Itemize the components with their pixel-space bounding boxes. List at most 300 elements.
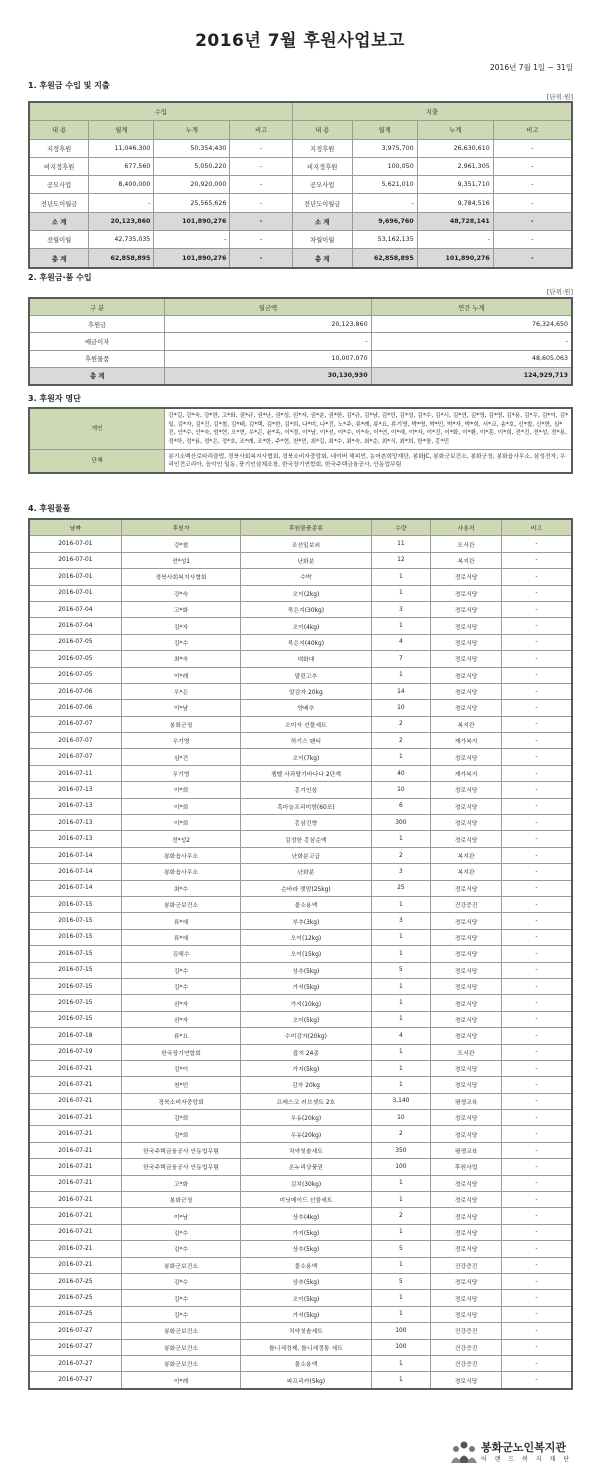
table-row: [29, 601, 572, 617]
table-row: [29, 798, 572, 814]
usage-cell: 경로식당: [431, 618, 502, 634]
section2-heading: 2. 후원금·품 수입: [28, 273, 92, 282]
expense-monthly-cell: 100,050: [352, 157, 417, 175]
donor-cell: 봉화군청: [121, 716, 240, 732]
note-cell: -: [501, 962, 572, 978]
table-row: [29, 946, 572, 962]
column-header-row: [29, 121, 572, 139]
quantity-cell: 1: [371, 618, 431, 634]
item-cell: 묵은지(30kg): [241, 601, 371, 617]
item-cell: 수미감자(20kg): [241, 1028, 371, 1044]
quantity-cell: 100: [371, 1159, 431, 1175]
usage-cell: 경로식당: [431, 880, 502, 896]
expense-cumulative-cell: 101,890,276: [417, 249, 493, 268]
quantity-cell: 100: [371, 1323, 431, 1339]
expense-cumulative-cell: 48,728,141: [417, 212, 493, 230]
table-row: [29, 864, 572, 880]
donor-cell: 최*수: [121, 880, 240, 896]
section3-heading: 3. 후원자 명단: [28, 394, 81, 403]
date-cell: 2016-07-21: [29, 1224, 121, 1240]
expense-note-cell: -: [493, 231, 572, 249]
quantity-cell: 1: [371, 1044, 431, 1060]
quantity-cell: 1: [371, 1175, 431, 1191]
date-cell: 2016-07-15: [29, 929, 121, 945]
table-row: [29, 1077, 572, 1093]
income-cumulative-cell: 5,050,220: [154, 157, 230, 175]
section4-heading: 4. 후원물품: [28, 504, 71, 513]
date-cell: 2016-07-01: [29, 536, 121, 552]
income-header: 수입: [29, 102, 292, 121]
item-cell: 난화분: [241, 864, 371, 880]
table-row: [29, 896, 572, 912]
note-cell: -: [501, 1110, 572, 1126]
income-item-cell: 비지정후원: [29, 157, 89, 175]
table-row: [29, 847, 572, 863]
item-cell: 가지(10kg): [241, 995, 371, 1011]
note-cell: -: [501, 1093, 572, 1109]
income-item-cell: 지정후원: [29, 139, 89, 157]
table-row: [29, 618, 572, 634]
annual-total-cell: 124,929,713: [371, 367, 572, 385]
table-row: [29, 995, 572, 1011]
date-cell: 2016-07-01: [29, 569, 121, 585]
quantity-cell: 3,140: [371, 1093, 431, 1109]
table-row: [29, 716, 572, 732]
date-cell: 2016-07-07: [29, 716, 121, 732]
date-cell: 2016-07-27: [29, 1323, 121, 1339]
note-cell: -: [501, 765, 572, 781]
income-note-cell: -: [230, 249, 292, 268]
note-cell: -: [501, 601, 572, 617]
item-cell: 홍기인삼: [241, 782, 371, 798]
column-header: 내 용: [292, 121, 352, 139]
quantity-cell: 5: [371, 1241, 431, 1257]
donor-cell: 김*이: [121, 1060, 240, 1076]
date-cell: 2016-07-27: [29, 1372, 121, 1389]
date-cell: 2016-07-15: [29, 913, 121, 929]
usage-cell: 건강증진: [431, 896, 502, 912]
people-logo-icon: [451, 1440, 477, 1464]
date-cell: 2016-07-14: [29, 864, 121, 880]
date-cell: 2016-07-21: [29, 1077, 121, 1093]
note-cell: -: [501, 847, 572, 863]
usage-cell: 경로식당: [431, 585, 502, 601]
table-row: [29, 139, 572, 157]
item-cell: 알감자 20kg: [241, 683, 371, 699]
quantity-cell: 1: [371, 585, 431, 601]
income-note-cell: -: [230, 231, 292, 249]
item-cell: 오이(5kg): [241, 1290, 371, 1306]
usage-cell: 경로식당: [431, 1060, 502, 1076]
note-cell: -: [501, 782, 572, 798]
date-cell: 2016-07-21: [29, 1060, 121, 1076]
donor-cell: 강*숙: [121, 585, 240, 601]
column-header: 내 용: [29, 121, 89, 139]
expense-item-cell: 전년도이월금: [292, 194, 352, 212]
income-note-cell: -: [230, 176, 292, 194]
column-header: 누계: [417, 121, 493, 139]
individual-label: 개인: [29, 408, 165, 450]
date-cell: 2016-07-01: [29, 552, 121, 568]
income-cumulative-cell: 25,565,626: [154, 194, 230, 212]
date-cell: 2016-07-04: [29, 601, 121, 617]
table-row: [29, 176, 572, 194]
usage-cell: 도서관: [431, 1044, 502, 1060]
monthly-amount-cell: 20,123,860: [165, 316, 371, 333]
column-header: 구 분: [29, 298, 165, 316]
individual-names: 강*길, 강*숙, 강*한, 고*화, 권*규, 권*난, 권*성, 권*자, 권*춘, 권*한, 김*규, 김*남, 김*민, 김*성, 김*수, 김*시, 김*연, 김*영, 김*영, 김*용, 김*우, 김*이, 김*일, 김*자, 김*진, 김*철, 김*태, 김*택, 김*한, 김*희, 나*미, 나*진, 노*주, 류*례, 류*요, 류기영, 박*명, 박*민, 박*자, 박*희, 서*교, 송*호, 신*철, 신*현, 심*진, 안*수, 안*숙, 엄*현, 오*현, 우*곤, 윤*옥, 이*경, 이*남, 이*선, 이*수, 이*숙, 이*연, 이*예, 이*자, 이*진, 이*화, 이*환, 이*훈, 이*희, 전*진, 전*성, 전*용, 정*하, 정*용, 정*은, 정*호, 조*례, 조*한, 주*현, 천*민, 최*길, 최*수, 최*숙, 최*순, 최*식, 최*희, 한*창, 홍*민: [165, 408, 572, 450]
table-row: [29, 585, 572, 601]
donor-cell: 전*성1: [121, 552, 240, 568]
expense-monthly-cell: 9,696,760: [352, 212, 417, 230]
usage-cell: 경로식당: [431, 1273, 502, 1289]
usage-cell: 경로식당: [431, 749, 502, 765]
donor-cell: 권*자: [121, 1011, 240, 1027]
table-row: [29, 350, 572, 367]
item-cell: 가지(5kg): [241, 1224, 371, 1240]
date-cell: 2016-07-13: [29, 831, 121, 847]
quantity-cell: 1: [371, 929, 431, 945]
note-cell: -: [501, 946, 572, 962]
date-cell: 2016-07-19: [29, 1044, 121, 1060]
column-header: 월금액: [165, 298, 371, 316]
item-cell: 파프리카(5kg): [241, 1372, 371, 1389]
usage-cell: 경로식당: [431, 1241, 502, 1257]
table-row: [29, 1011, 572, 1027]
quantity-cell: 100: [371, 1339, 431, 1355]
donor-cell: 김*수: [121, 962, 240, 978]
usage-cell: 경로식당: [431, 831, 502, 847]
item-cell: 가지(5kg): [241, 1306, 371, 1322]
date-cell: 2016-07-05: [29, 634, 121, 650]
item-cell: 물소용액: [241, 1355, 371, 1371]
table-row: [29, 1323, 572, 1339]
usage-cell: 경로식당: [431, 995, 502, 1011]
expense-cumulative-cell: 9,784,516: [417, 194, 493, 212]
donor-cell: 심*진: [121, 749, 240, 765]
note-cell: -: [501, 1339, 572, 1355]
donor-cell: 김*수: [121, 1224, 240, 1240]
usage-cell: 경로식당: [431, 569, 502, 585]
note-cell: -: [501, 1241, 572, 1257]
quantity-cell: 1: [371, 995, 431, 1011]
quantity-cell: 1: [371, 946, 431, 962]
item-cell: 오이(2kg): [241, 585, 371, 601]
date-cell: 2016-07-21: [29, 1159, 121, 1175]
income-monthly-cell: 62,858,895: [89, 249, 154, 268]
date-cell: 2016-07-27: [29, 1339, 121, 1355]
note-cell: -: [501, 536, 572, 552]
donor-cell: 김*수: [121, 978, 240, 994]
donor-cell: 최*숙: [121, 651, 240, 667]
income-monthly-cell: -: [89, 194, 154, 212]
organization-foundation: 이 랜 드 복 지 재 단: [480, 1455, 572, 1463]
income-expense-table: [28, 101, 573, 269]
expense-item-cell: 비지정후원: [292, 157, 352, 175]
donor-cell: 이*희: [121, 815, 240, 831]
table-row: [29, 1290, 572, 1306]
date-cell: 2016-07-21: [29, 1175, 121, 1191]
quantity-cell: 1: [371, 667, 431, 683]
expense-item-cell: 총 계: [292, 249, 352, 268]
table-row: [29, 1159, 572, 1175]
note-cell: -: [501, 1142, 572, 1158]
donor-cell: 우기영: [121, 733, 240, 749]
table-row: [29, 978, 572, 994]
donor-cell: 전*성2: [121, 831, 240, 847]
item-cell: 치약칫솔세트: [241, 1142, 371, 1158]
quantity-cell: 14: [371, 683, 431, 699]
quantity-cell: 11: [371, 536, 431, 552]
quantity-cell: 1: [371, 1224, 431, 1240]
quantity-cell: 4: [371, 1028, 431, 1044]
note-cell: -: [501, 1323, 572, 1339]
table-row: [29, 1175, 572, 1191]
date-cell: 2016-07-15: [29, 962, 121, 978]
expense-note-cell: -: [493, 139, 572, 157]
donor-cell: 고*화: [121, 1175, 240, 1191]
note-cell: -: [501, 1306, 572, 1322]
table-row: [29, 333, 572, 350]
table-row: [29, 569, 572, 585]
column-header: 월계: [352, 121, 417, 139]
column-header-row: [29, 298, 572, 316]
quantity-cell: 350: [371, 1142, 431, 1158]
donor-cell: 김*수: [121, 1273, 240, 1289]
table-row: [29, 733, 572, 749]
donor-cell: 김*수: [121, 1290, 240, 1306]
table-row: [29, 316, 572, 333]
usage-cell: 재가복지: [431, 765, 502, 781]
donor-cell: 류*예: [121, 929, 240, 945]
table-row: [29, 831, 572, 847]
table-row: [29, 782, 572, 798]
carryover-row: [29, 231, 572, 249]
note-cell: -: [501, 1192, 572, 1208]
usage-cell: 건강증진: [431, 1355, 502, 1371]
note-cell: -: [501, 995, 572, 1011]
table-row: [29, 1224, 572, 1240]
category-cell: 후원물품: [29, 350, 165, 367]
column-header: 날짜: [29, 519, 121, 536]
table-row: [29, 1028, 572, 1044]
usage-cell: 경로식당: [431, 1290, 502, 1306]
column-header-row: [29, 519, 572, 536]
donor-cell: 김해수: [121, 946, 240, 962]
income-monthly-cell: 20,123,860: [89, 212, 154, 230]
item-cell: 오이(5kg): [241, 1011, 371, 1027]
item-cell: 오이(15kg): [241, 946, 371, 962]
quantity-cell: 2: [371, 716, 431, 732]
expense-monthly-cell: 5,621,010: [352, 176, 417, 194]
quantity-cell: 5: [371, 962, 431, 978]
section1-heading: 1. 후원금 수입 및 지출: [28, 81, 110, 90]
note-cell: -: [501, 733, 572, 749]
quantity-cell: 10: [371, 1110, 431, 1126]
quantity-cell: 3: [371, 601, 431, 617]
date-cell: 2016-07-18: [29, 1028, 121, 1044]
note-cell: -: [501, 1175, 572, 1191]
donor-cell: 봉화군보건소: [121, 1339, 240, 1355]
date-cell: 2016-07-21: [29, 1208, 121, 1224]
quantity-cell: 2: [371, 847, 431, 863]
category-cell: 후원금: [29, 316, 165, 333]
donor-cell: 김*수: [121, 1241, 240, 1257]
donor-cell: 김*자: [121, 618, 240, 634]
quantity-cell: 3: [371, 864, 431, 880]
date-cell: 2016-07-25: [29, 1306, 121, 1322]
quantity-cell: 300: [371, 815, 431, 831]
donor-cell: 경북사회복지사협회: [121, 569, 240, 585]
income-cumulative-cell: 50,354,430: [154, 139, 230, 157]
expense-item-cell: 지정후원: [292, 139, 352, 157]
date-cell: 2016-07-07: [29, 733, 121, 749]
item-cell: 감자 20kg: [241, 1077, 371, 1093]
quantity-cell: 1: [371, 978, 431, 994]
donor-cell: 한국주택금융공사 안동업무팀: [121, 1159, 240, 1175]
item-cell: 묵은지(40kg): [241, 634, 371, 650]
usage-cell: 경로식당: [431, 798, 502, 814]
income-note-cell: -: [230, 194, 292, 212]
item-cell: 우유(20kg): [241, 1126, 371, 1142]
date-cell: 2016-07-13: [29, 798, 121, 814]
quantity-cell: 1: [371, 1257, 431, 1273]
note-cell: -: [501, 929, 572, 945]
income-item-cell: 총 계: [29, 249, 89, 268]
quantity-cell: 1: [371, 1077, 431, 1093]
note-cell: -: [501, 618, 572, 634]
monthly-amount-cell: 10,007,070: [165, 350, 371, 367]
usage-cell: 경로식당: [431, 946, 502, 962]
date-cell: 2016-07-21: [29, 1142, 121, 1158]
usage-cell: 경로식당: [431, 601, 502, 617]
usage-cell: 경로식당: [431, 782, 502, 798]
donor-cell: 김*희: [121, 1110, 240, 1126]
item-cell: 난화분: [241, 552, 371, 568]
item-cell: 틀니세정제, 틀니세정통 세트: [241, 1339, 371, 1355]
column-header: 비고: [230, 121, 292, 139]
date-cell: 2016-07-15: [29, 946, 121, 962]
item-cell: 오미자 선물세트: [241, 716, 371, 732]
usage-cell: 경로식당: [431, 978, 502, 994]
usage-cell: 경로식당: [431, 962, 502, 978]
item-cell: 상추(5kg): [241, 962, 371, 978]
donor-cell: 한국장기연합회: [121, 1044, 240, 1060]
item-cell: 상추(5kg): [241, 1241, 371, 1257]
date-cell: 2016-07-21: [29, 1257, 121, 1273]
quantity-cell: 4: [371, 634, 431, 650]
date-cell: 2016-07-21: [29, 1241, 121, 1257]
quantity-cell: 40: [371, 765, 431, 781]
income-cumulative-cell: 101,890,276: [154, 249, 230, 268]
quantity-cell: 1: [371, 1355, 431, 1371]
usage-cell: 건강증진: [431, 1257, 502, 1273]
usage-cell: 경로식당: [431, 651, 502, 667]
donor-cell: 김*수: [121, 1306, 240, 1322]
income-item-cell: 공모사업: [29, 176, 89, 194]
donor-cell: 봉화군보건소: [121, 1355, 240, 1371]
income-item-cell: 전월이월: [29, 231, 89, 249]
income-monthly-cell: 11,046,300: [89, 139, 154, 157]
expense-note-cell: -: [493, 212, 572, 230]
total-row: [29, 367, 572, 385]
donor-cell: 김*수: [121, 634, 240, 650]
donated-goods-table: [28, 518, 573, 1390]
category-cell: 총 계: [29, 367, 165, 385]
item-cell: 물소용액: [241, 896, 371, 912]
usage-cell: 경로식당: [431, 1077, 502, 1093]
expense-item-cell: 공모사업: [292, 176, 352, 194]
note-cell: -: [501, 700, 572, 716]
note-cell: -: [501, 831, 572, 847]
item-cell: 김치(30kg): [241, 1175, 371, 1191]
donation-income-table: [28, 297, 573, 386]
quantity-cell: 1: [371, 1011, 431, 1027]
column-header: 비고: [501, 519, 572, 536]
usage-cell: 경로식당: [431, 1306, 502, 1322]
usage-cell: 경로식당: [431, 913, 502, 929]
usage-cell: 평생교육: [431, 1142, 502, 1158]
usage-cell: 복지관: [431, 552, 502, 568]
date-cell: 2016-07-14: [29, 847, 121, 863]
note-cell: -: [501, 1060, 572, 1076]
usage-cell: 경로식당: [431, 1372, 502, 1389]
item-cell: 하기스 팬티: [241, 733, 371, 749]
donor-cell: 이*남: [121, 1208, 240, 1224]
note-cell: -: [501, 1257, 572, 1273]
table-row: [29, 157, 572, 175]
annual-total-cell: 48,605,063: [371, 350, 572, 367]
monthly-amount-cell: 30,130,930: [165, 367, 371, 385]
column-header: 후원물품종류: [241, 519, 371, 536]
usage-cell: 재가복지: [431, 733, 502, 749]
quantity-cell: 1: [371, 1192, 431, 1208]
note-cell: -: [501, 1355, 572, 1371]
income-cumulative-cell: -: [154, 231, 230, 249]
date-cell: 2016-07-21: [29, 1126, 121, 1142]
note-cell: -: [501, 683, 572, 699]
usage-cell: 경로식당: [431, 700, 502, 716]
usage-cell: 경로식당: [431, 815, 502, 831]
expense-cumulative-cell: 26,630,610: [417, 139, 493, 157]
expense-header: 지출: [292, 102, 572, 121]
note-cell: -: [501, 1044, 572, 1060]
report-period: 2016년 7월 1일 ~ 31일: [490, 63, 573, 72]
donor-cell: 이*남: [121, 700, 240, 716]
table-row: [29, 1060, 572, 1076]
donor-cell: 이*례: [121, 667, 240, 683]
donor-cell: 류*예: [121, 913, 240, 929]
note-cell: -: [501, 1028, 572, 1044]
table-row: [29, 913, 572, 929]
donor-cell: 김*희: [121, 1126, 240, 1142]
note-cell: -: [501, 978, 572, 994]
usage-cell: 경로식당: [431, 1208, 502, 1224]
table-row: [29, 1355, 572, 1371]
table-row: [29, 536, 572, 552]
table-row: [29, 1339, 572, 1355]
table-row: [29, 194, 572, 212]
date-cell: 2016-07-25: [29, 1290, 121, 1306]
table-row: [29, 880, 572, 896]
date-cell: 2016-07-27: [29, 1355, 121, 1371]
date-cell: 2016-07-21: [29, 1110, 121, 1126]
date-cell: 2016-07-06: [29, 700, 121, 716]
donor-cell: 이*희: [121, 782, 240, 798]
expense-cumulative-cell: -: [417, 231, 493, 249]
donor-cell: 류*요: [121, 1028, 240, 1044]
date-cell: 2016-07-07: [29, 749, 121, 765]
